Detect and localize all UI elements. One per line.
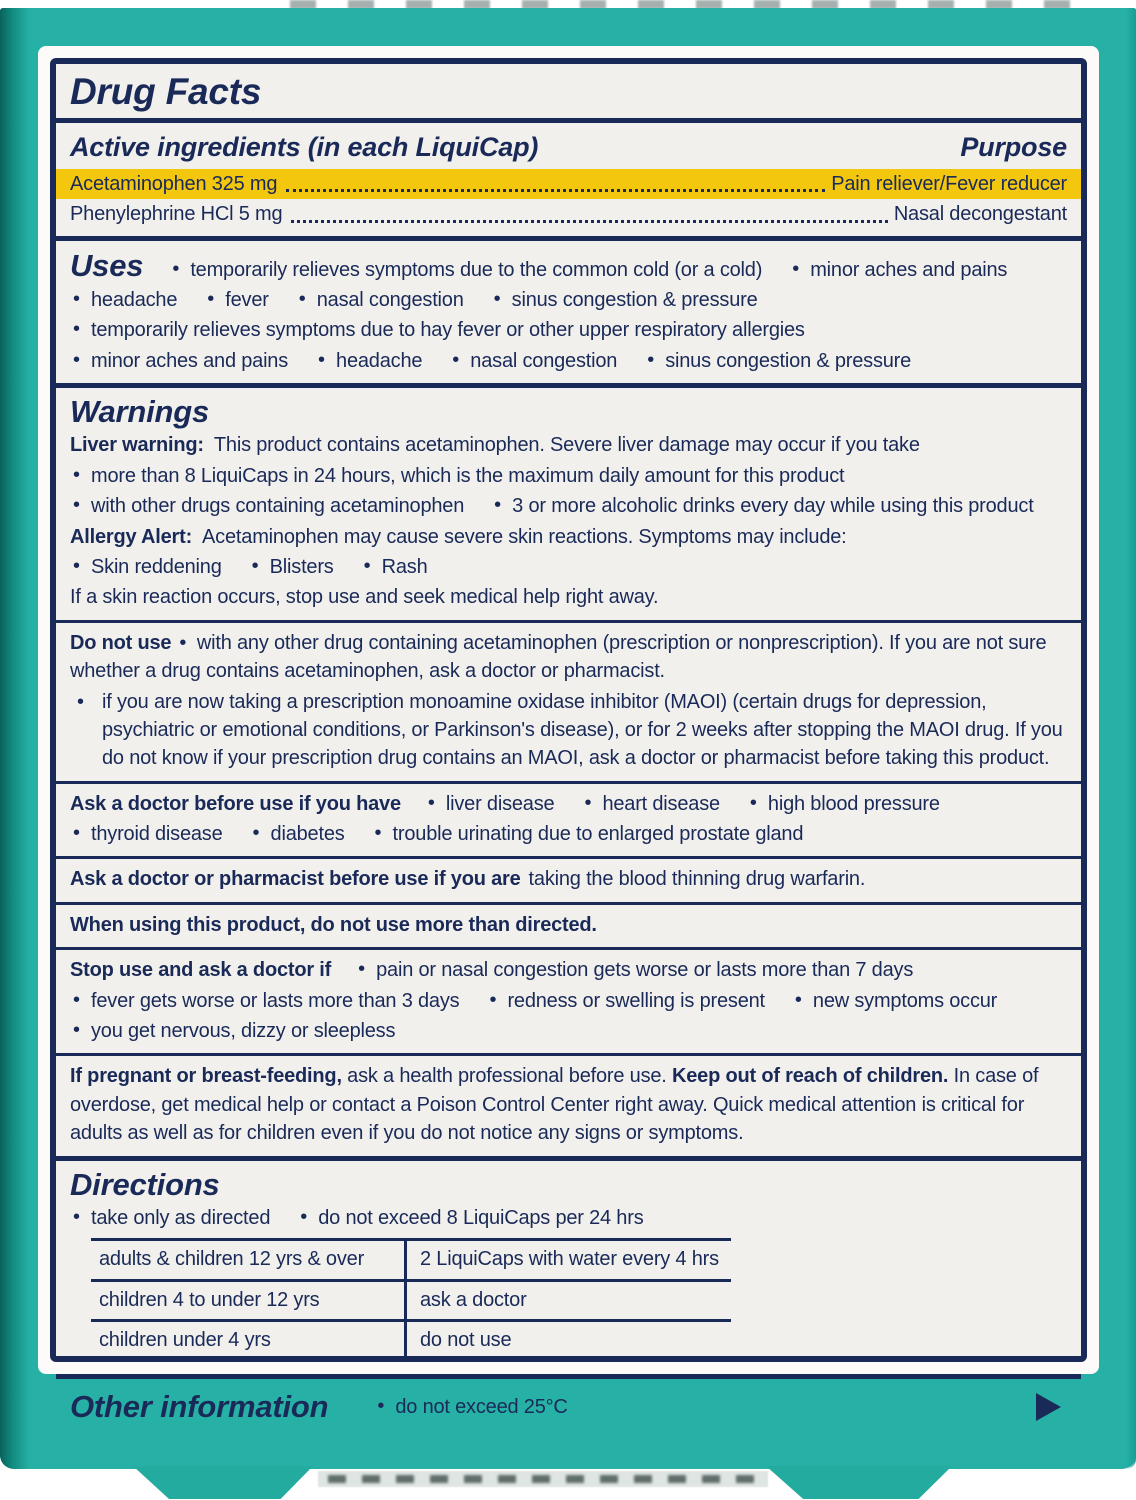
bullet-item: • diabetes — [250, 820, 345, 848]
section-warnings — [56, 388, 1081, 620]
bullet-item: • nasal congestion — [296, 286, 464, 314]
ingredient-name: Acetaminophen 325 mg — [70, 172, 278, 195]
package-bottom-tab — [133, 1466, 313, 1499]
bullet-item: • take only as directed — [70, 1204, 270, 1232]
bullet-item: • headache — [70, 286, 177, 314]
other-information-heading: Other information — [70, 1389, 329, 1425]
bullet-item: • liver disease — [425, 790, 555, 818]
bullet-item: • more than 8 LiquiCaps in 24 hours, which is the maximum daily amount for this product — [70, 462, 844, 490]
when-using-text: When using this product, do not use more than directed. — [70, 913, 597, 936]
ask-doctor-label: Ask a doctor before use if you have — [70, 792, 401, 815]
pregnancy-text: ask a health professional before use. — [347, 1065, 667, 1088]
bullet-item: • do not exceed 25°C — [374, 1393, 567, 1421]
ingredient-name: Phenylephrine HCl 5 mg — [70, 203, 283, 226]
bullet-item: • temporarily relieves symptoms due to the common cold (or a cold) — [169, 256, 762, 284]
drug-facts-panel — [50, 58, 1087, 1425]
section-when-using — [56, 905, 1081, 947]
active-ingredients-header — [56, 123, 1081, 169]
drug-facts-label — [38, 46, 1099, 1425]
active-ingredient-row — [56, 169, 1081, 199]
dosage-table — [91, 1238, 731, 1359]
section-ask-doctor-pharmacist — [56, 859, 1081, 901]
section-other-information — [56, 1379, 1081, 1435]
overdose-text: In case of overdose, get medical help or contact a Poison Control Center right away. Quick medical attention is critical for adults as well as for children even if you do not notice any signs or symptoms. — [70, 1065, 1039, 1145]
bullet-item: • pain or nasal congestion gets worse or lasts more than 7 days — [355, 956, 913, 984]
package-right-edge-shade — [1126, 8, 1136, 1469]
bullet-item: • high blood pressure — [747, 790, 940, 818]
bullet-item: • with any other drug containing acetaminophen (prescription or nonprescription). If you are not sure whether a drug contains acetaminophen, ask a doctor or pharmacist. — [70, 632, 1046, 682]
continue-arrow-icon — [1036, 1393, 1061, 1421]
dose-cell: 2 LiquiCaps with water every 4 hrs — [420, 1248, 719, 1271]
bullet-item: • temporarily relieves symptoms due to hay fever or other upper respiratory allergies — [70, 316, 805, 344]
table-row — [91, 1241, 731, 1281]
pregnancy-bold: If pregnant or breast-feeding, — [70, 1065, 342, 1088]
section-directions — [56, 1161, 1081, 1375]
bullet-item: • fever — [204, 286, 268, 314]
keep-out-of-reach-bold: Keep out of reach of children. — [672, 1065, 949, 1088]
age-group-cell: children under 4 yrs — [91, 1322, 407, 1359]
bullet-item: • trouble urinating due to enlarged prostate gland — [372, 820, 804, 848]
bullet-item: • do not exceed 8 LiquiCaps per 24 hrs — [297, 1204, 643, 1232]
bullet-item: • minor aches and pains — [70, 347, 288, 375]
warnings-heading: Warnings — [70, 394, 210, 430]
package-left-edge-shade — [0, 8, 30, 1469]
bullet-item: • fever gets worse or lasts more than 3 days — [70, 987, 459, 1015]
bullet-item: • nasal congestion — [449, 347, 617, 375]
package-bottom-tab — [766, 1466, 952, 1499]
liver-warning-text: This product contains acetaminophen. Severe liver damage may occur if you take — [213, 434, 920, 457]
bullet-item: • minor aches and pains — [789, 256, 1007, 284]
bullet-item: • 3 or more alcoholic drinks every day while using this product — [491, 492, 1033, 520]
bullet-item: • Rash — [361, 553, 428, 581]
allergy-alert-text: Acetaminophen may cause severe skin reactions. Symptoms may include: — [202, 525, 847, 548]
bullet-item: • new symptoms occur — [792, 987, 997, 1015]
table-row — [91, 1282, 731, 1322]
drug-facts-title: Drug Facts — [70, 71, 262, 112]
uses-heading: Uses — [70, 247, 144, 283]
bullet-item: • sinus congestion & pressure — [491, 286, 758, 314]
bullet-item: • if you are now taking a prescription monoamine oxidase inhibitor (MAOI) (certain drugs for depression, psychiatric or emotional conditions, or Parkinson's disease), or for 2 weeks after stopping the MAOI drug. If you do not know if your prescription drug contains an MAOI, ask a doctor or pharmacist before taking this product. — [70, 687, 1067, 774]
dotted-leader — [286, 189, 825, 192]
package-bottom-fine-print — [318, 1471, 768, 1487]
bullet-item: • heart disease — [581, 790, 719, 818]
age-group-cell: adults & children 12 yrs & over — [91, 1241, 407, 1278]
active-ingredients-heading: Active ingredients (in each LiquiCap) — [70, 131, 539, 162]
bullet-item: • sinus congestion & pressure — [644, 347, 911, 375]
liver-warning-label: Liver warning: — [70, 434, 204, 457]
skin-reaction-note: If a skin reaction occurs, stop use and seek medical help right away. — [70, 586, 659, 609]
bullet-item: • Skin reddening — [70, 553, 222, 581]
bullet-item: • thyroid disease — [70, 820, 223, 848]
section-uses — [56, 241, 1081, 384]
section-stop-use — [56, 950, 1081, 1053]
bullet-item: • with other drugs containing acetaminophen — [70, 492, 464, 520]
do-not-use-label: Do not use — [70, 631, 172, 654]
ask-pharmacist-label: Ask a doctor or pharmacist before use if you are — [70, 868, 521, 891]
dose-cell: ask a doctor — [420, 1288, 527, 1311]
table-row — [91, 1322, 731, 1359]
section-do-not-use — [56, 623, 1081, 781]
bullet-item: • redness or swelling is present — [486, 987, 764, 1015]
active-ingredient-row — [56, 199, 1081, 229]
ingredient-purpose: Pain reliever/Fever reducer — [831, 172, 1067, 195]
section-pregnancy — [56, 1056, 1081, 1155]
allergy-alert-label: Allergy Alert: — [70, 525, 193, 548]
dotted-leader — [291, 220, 887, 223]
purpose-heading: Purpose — [960, 131, 1067, 162]
age-group-cell: children 4 to under 12 yrs — [91, 1282, 407, 1319]
section-ask-doctor — [56, 784, 1081, 857]
bullet-item: • headache — [315, 347, 422, 375]
ingredient-purpose: Nasal decongestant — [893, 203, 1067, 226]
ask-pharmacist-text: taking the blood thinning drug warfarin. — [528, 868, 866, 891]
stop-use-label: Stop use and ask a doctor if — [70, 959, 332, 982]
directions-heading: Directions — [70, 1166, 220, 1202]
bullet-item: • Blisters — [249, 553, 334, 581]
dose-cell: do not use — [420, 1328, 512, 1351]
bullet-item: • you get nervous, dizzy or sleepless — [70, 1017, 395, 1045]
